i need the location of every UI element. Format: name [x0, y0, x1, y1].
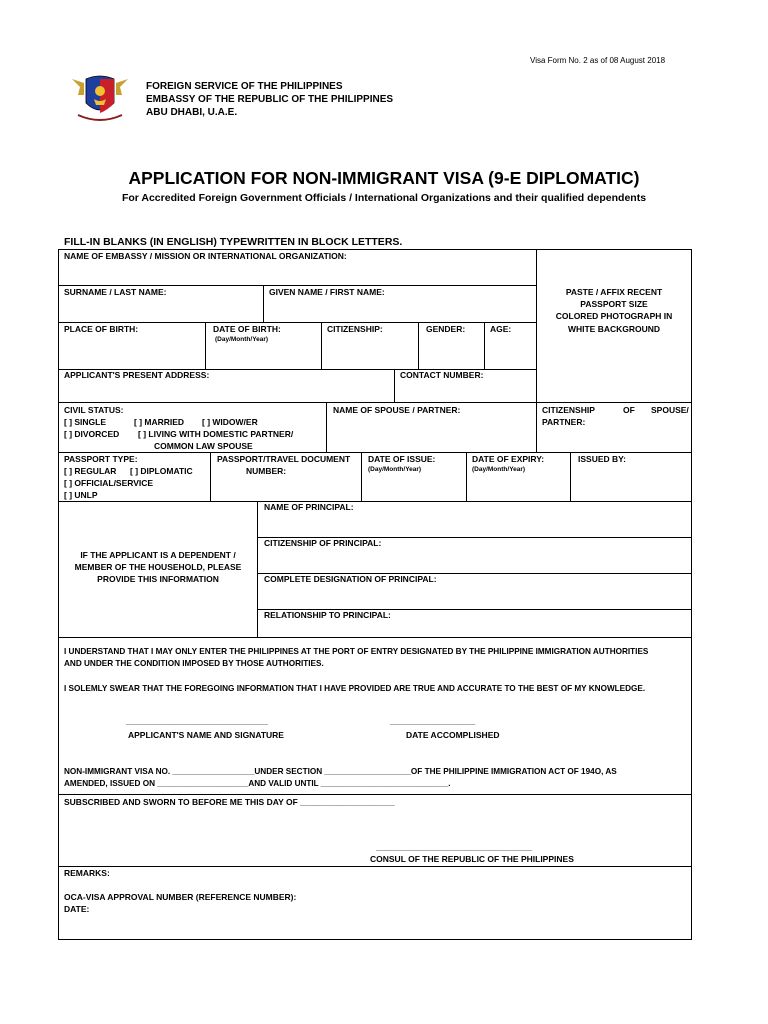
header-line-3: ABU DHABI, U.A.E. [146, 107, 238, 118]
header-line-1: FOREIGN SERVICE OF THE PHILIPPINES [146, 81, 343, 92]
photo-line-4: WHITE BACKGROUND [567, 323, 661, 334]
principal-relationship-field[interactable]: RELATIONSHIP TO PRINCIPAL: [264, 610, 391, 620]
date-accomplished-line[interactable]: __________________ [390, 716, 476, 726]
civil-status-domestic-partner[interactable]: [ ] LIVING WITH DOMESTIC PARTNER/ [138, 429, 294, 439]
spouse-citizenship-word-2: OF [623, 405, 635, 415]
visa-application-form [58, 249, 692, 939]
page-subtitle: For Accredited Foreign Government Officials / International Organizations and their qualified dependents [121, 192, 647, 204]
contact-number-field[interactable]: CONTACT NUMBER: [400, 370, 484, 380]
form-number: Visa Form No. 2 as of 08 August 2018 [530, 56, 666, 65]
photo-box[interactable] [536, 286, 692, 335]
passport-number-label-2: NUMBER: [246, 466, 287, 476]
gender-field[interactable]: GENDER: [426, 324, 466, 334]
expiry-format-hint: (Day/Month/Year) [472, 466, 526, 473]
issued-by-field[interactable]: ISSUED BY: [578, 454, 627, 464]
signature-line[interactable]: ______________________________ [126, 716, 268, 726]
photo-line-3: COLORED PHOTOGRAPH IN [555, 311, 673, 322]
remarks-date-field[interactable]: DATE: [64, 904, 90, 914]
passport-number-field[interactable]: PASSPORT/TRAVEL DOCUMENT [217, 454, 351, 464]
civil-status-single[interactable]: [ ] SINGLE [64, 417, 107, 427]
spouse-citizenship-word-3: SPOUSE/ [651, 405, 689, 415]
signature-label: APPLICANT'S NAME AND SIGNATURE [128, 730, 284, 740]
dob-format-hint: (Day/Month/Year) [215, 336, 269, 343]
date-of-expiry-field[interactable]: DATE OF EXPIRY: [472, 454, 545, 464]
present-address-field[interactable]: APPLICANT'S PRESENT ADDRESS: [64, 370, 210, 380]
embassy-header [146, 80, 393, 119]
embassy-name-field[interactable]: NAME OF EMBASSY / MISSION OR INTERNATIONAL ORGANIZATION: [64, 251, 347, 261]
passport-type-unlp[interactable]: [ ] UNLP [64, 490, 98, 500]
civil-status-label: CIVIL STATUS: [64, 405, 124, 415]
passport-type-label: PASSPORT TYPE: [64, 454, 138, 464]
given-name-field[interactable]: GIVEN NAME / FIRST NAME: [269, 287, 385, 297]
passport-type-diplomatic[interactable]: [ ] DIPLOMATIC [130, 466, 193, 476]
principal-designation-field[interactable]: COMPLETE DESIGNATION OF PRINCIPAL: [264, 574, 437, 584]
remarks-field[interactable]: REMARKS: [64, 868, 110, 878]
dependent-instructions [58, 549, 258, 586]
surname-field[interactable]: SURNAME / LAST NAME: [64, 287, 167, 297]
embassy-seal-logo [64, 73, 136, 125]
principal-name-field[interactable]: NAME OF PRINCIPAL: [264, 502, 354, 512]
citizenship-field[interactable]: CITIZENSHIP: [327, 324, 383, 334]
issue-format-hint: (Day/Month/Year) [368, 466, 422, 473]
visa-number-line: NON-IMMIGRANT VISA NO. __________________UNDER SECTION ___________________OF THE PHILIPPINE IMMIGRATION ACT OF 194O, AS [64, 767, 617, 776]
date-of-birth-field[interactable]: DATE OF BIRTH: [213, 324, 281, 334]
age-field[interactable]: AGE: [490, 324, 512, 334]
page-title: APPLICATION FOR NON-IMMIGRANT VISA (9-E DIPLOMATIC) [128, 168, 640, 188]
photo-line-2: PASSPORT SIZE [580, 299, 648, 310]
dependent-line-3: PROVIDE THIS INFORMATION [97, 574, 219, 585]
sworn-statement: SUBSCRIBED AND SWORN TO BEFORE ME THIS DAY OF ____________________ [64, 797, 395, 807]
header-line-2: EMBASSY OF THE REPUBLIC OF THE PHILIPPINES [146, 94, 394, 105]
oca-visa-number-field[interactable]: OCA-VISA APPROVAL NUMBER (REFERENCE NUMBER): [64, 892, 297, 902]
spouse-citizenship-word-4: PARTNER: [542, 417, 586, 427]
place-of-birth-field[interactable]: PLACE OF BIRTH: [64, 324, 139, 334]
date-accomplished-label: DATE ACCOMPLISHED [406, 730, 500, 740]
date-of-issue-field[interactable]: DATE OF ISSUE: [368, 454, 436, 464]
consul-label: CONSUL OF THE REPUBLIC OF THE PHILIPPINES [370, 854, 574, 864]
dependent-line-1: IF THE APPLICANT IS A DEPENDENT / [80, 550, 236, 560]
civil-status-divorced[interactable]: [ ] DIVORCED [64, 429, 120, 439]
photo-line-1: PASTE / AFFIX RECENT [565, 287, 663, 297]
civil-status-common-law: COMMON LAW SPOUSE [154, 441, 253, 451]
civil-status-widower[interactable]: [ ] WIDOW/ER [202, 417, 258, 427]
fill-instruction: FILL-IN BLANKS (IN ENGLISH) TYPEWRITTEN IN BLOCK LETTERS. [64, 236, 403, 248]
visa-issued-line: AMENDED, ISSUED ON ____________________AND VALID UNTIL ____________________________. [64, 779, 451, 788]
passport-type-regular[interactable]: [ ] REGULAR [64, 466, 117, 476]
dependent-line-2: MEMBER OF THE HOUSEHOLD, PLEASE [74, 562, 242, 573]
consul-signature-line[interactable]: _________________________________ [376, 842, 533, 852]
civil-status-married[interactable]: [ ] MARRIED [134, 417, 185, 427]
passport-type-official[interactable]: [ ] OFFICIAL/SERVICE [64, 478, 154, 488]
principal-citizenship-field[interactable]: CITIZENSHIP OF PRINCIPAL: [264, 538, 382, 548]
spouse-name-field[interactable]: NAME OF SPOUSE / PARTNER: [333, 405, 461, 415]
declaration-oath: I SOLEMLY SWEAR THAT THE FOREGOING INFORMATION THAT I HAVE PROVIDED ARE TRUE AND ACCURATE TO THE BEST OF MY KNOWLEDGE. [64, 684, 646, 693]
declaration-line-2: AND UNDER THE CONDITION IMPOSED BY THOSE AUTHORITIES. [64, 659, 324, 668]
declaration-line-1: I UNDERSTAND THAT I MAY ONLY ENTER THE PHILIPPINES AT THE PORT OF ENTRY DESIGNATED BY THE PHILIPPINE IMMIGRATION AUTHORITIES [64, 647, 649, 656]
spouse-citizenship-word-1[interactable]: CITIZENSHIP [542, 405, 595, 415]
